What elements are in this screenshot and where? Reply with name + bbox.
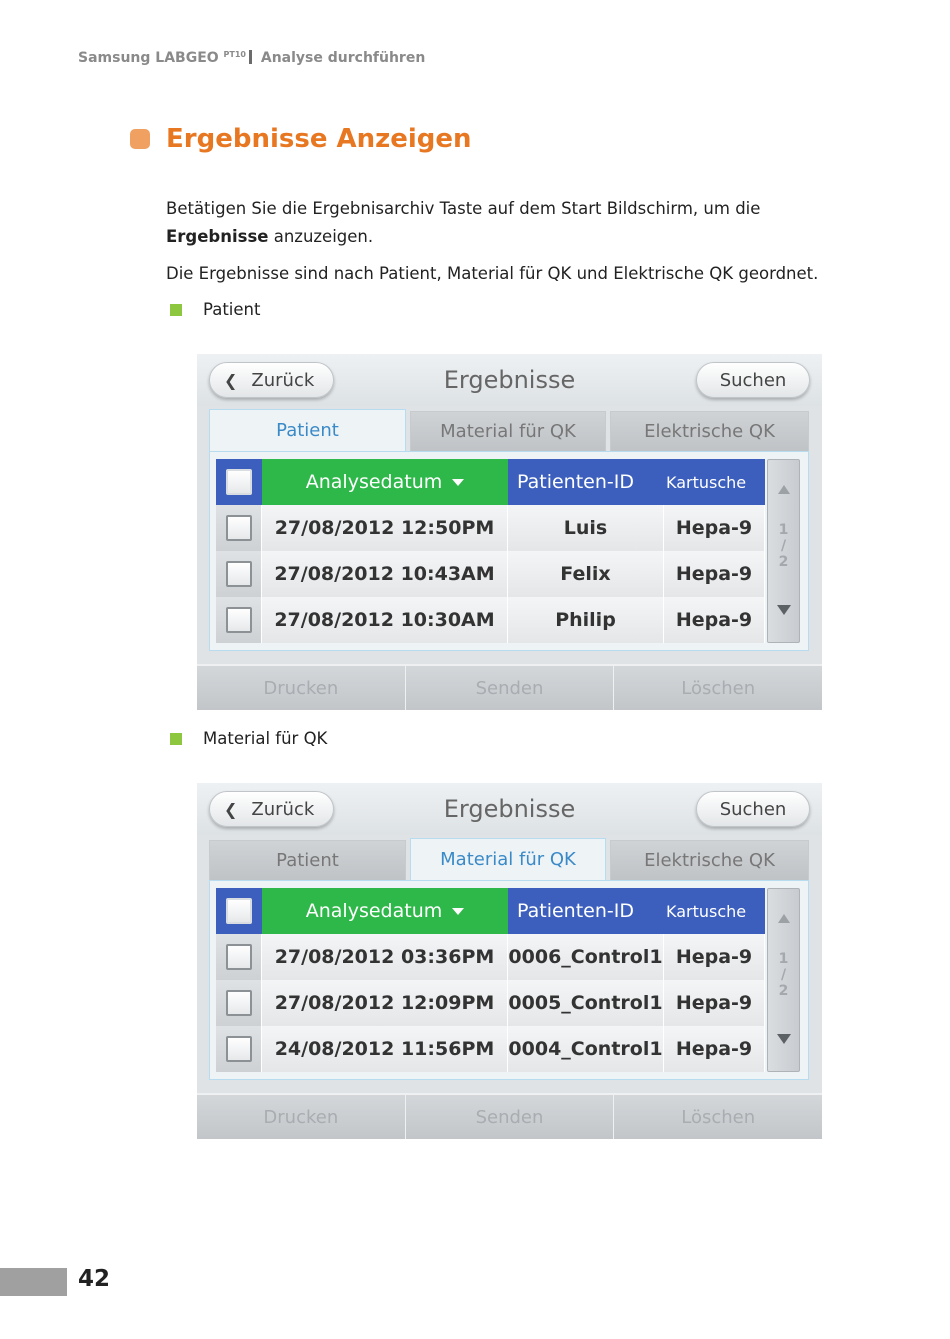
header-checkbox-cell [216, 459, 262, 505]
table-header-row [216, 459, 765, 505]
cell-date: 27/08/2012 10:30AM [262, 597, 508, 643]
search-button[interactable]: Suchen [696, 791, 810, 827]
cell-date: 27/08/2012 12:09PM [262, 980, 508, 1026]
table-scrollbar[interactable] [767, 888, 800, 1072]
send-button[interactable]: Senden [406, 666, 615, 710]
tab-electric-qk[interactable]: Elektrische QK [610, 840, 809, 880]
cell-patient-id: Luis [508, 505, 664, 551]
model-superscript: PT10 [223, 50, 246, 59]
row-checkbox-cell [216, 551, 262, 597]
row-checkbox[interactable] [226, 561, 252, 587]
page-number: 42 [78, 1266, 111, 1292]
delete-button[interactable]: Löschen [681, 677, 756, 699]
sort-down-icon [452, 908, 464, 915]
brand-name: Samsung LABGEO [78, 50, 219, 66]
cell-cartridge: Hepa-9 [664, 505, 765, 551]
section-title: Ergebnisse Anzeigen [166, 124, 472, 154]
action-bar [197, 664, 822, 710]
order-paragraph: Die Ergebnisse sind nach Patient, Material für QK und Elektrische QK geordnet. [166, 264, 819, 283]
print-button[interactable]: Drucken [197, 666, 406, 710]
header-divider [249, 50, 252, 64]
table-row[interactable] [216, 597, 765, 643]
tab-bar [209, 409, 809, 451]
bullet-square-icon [170, 733, 182, 745]
cell-date: 27/08/2012 12:50PM [262, 505, 508, 551]
row-checkbox-cell [216, 597, 262, 643]
scroll-down-icon[interactable] [777, 1034, 791, 1044]
row-checkbox-cell [216, 934, 262, 980]
column-header-cartridge[interactable]: Kartusche [664, 459, 765, 505]
table-header-row [216, 888, 765, 934]
row-checkbox[interactable] [226, 1036, 252, 1062]
back-button-label: Zurück [251, 369, 315, 391]
bullet-material-label: Material für QK [203, 729, 328, 748]
header-checkbox-cell [216, 888, 262, 934]
column-header-date[interactable] [262, 459, 508, 505]
chapter-name: Analyse durchführen [260, 50, 426, 66]
page-total: 2 [778, 983, 789, 999]
cell-cartridge: Hepa-9 [664, 551, 765, 597]
cell-patient-id: Philip [508, 597, 664, 643]
column-header-date-label: Analysedatum [305, 471, 443, 493]
results-table [209, 451, 809, 651]
column-header-date-label: Analysedatum [305, 900, 443, 922]
tab-material-qk[interactable]: Material für QK [410, 838, 606, 880]
cell-cartridge: Hepa-9 [664, 1026, 765, 1072]
results-screen-material-qk [197, 783, 822, 1139]
bullet-material-qk [170, 729, 327, 748]
send-button[interactable]: Senden [406, 1095, 615, 1139]
table-row[interactable] [216, 980, 765, 1026]
tab-patient[interactable]: Patient [209, 840, 406, 880]
chevron-left-icon: ❮ [224, 370, 238, 390]
cell-patient-id: Felix [508, 551, 664, 597]
print-button[interactable]: Drucken [197, 1095, 406, 1139]
row-checkbox-cell [216, 1026, 262, 1072]
tab-material-qk[interactable]: Material für QK [410, 411, 606, 451]
scroll-up-icon[interactable] [778, 485, 790, 494]
bullet-patient-label: Patient [203, 300, 261, 319]
page-separator: / [780, 967, 787, 983]
chevron-left-icon: ❮ [224, 799, 238, 819]
scroll-down-icon[interactable] [777, 605, 791, 615]
intro-text-after: anzuzeigen. [268, 227, 374, 246]
cell-patient-id: 0005_Control1 [508, 980, 664, 1026]
cell-patient-id: 0006_Control1 [508, 934, 664, 980]
scroll-up-icon[interactable] [778, 914, 790, 923]
section-heading [130, 124, 472, 154]
page-indicator [768, 522, 799, 570]
screen-title: Ergebnisse [443, 795, 576, 823]
column-header-cartridge[interactable]: Kartusche [664, 888, 765, 934]
page-current: 1 [778, 951, 789, 967]
intro-paragraph [166, 195, 846, 251]
cell-date: 24/08/2012 11:56PM [262, 1026, 508, 1072]
table-row[interactable] [216, 1026, 765, 1072]
tab-patient[interactable]: Patient [209, 409, 406, 451]
delete-button[interactable]: Löschen [681, 1106, 756, 1128]
cell-date: 27/08/2012 10:43AM [262, 551, 508, 597]
select-all-checkbox[interactable] [226, 469, 252, 495]
column-header-date[interactable] [262, 888, 508, 934]
back-button-label: Zurück [251, 798, 315, 820]
cell-cartridge: Hepa-9 [664, 980, 765, 1026]
cell-date: 27/08/2012 03:36PM [262, 934, 508, 980]
row-checkbox[interactable] [226, 607, 252, 633]
screen-title: Ergebnisse [443, 366, 576, 394]
cell-cartridge: Hepa-9 [664, 934, 765, 980]
results-table [209, 880, 809, 1080]
page-total: 2 [778, 554, 789, 570]
table-scrollbar[interactable] [767, 459, 800, 643]
column-header-patient-id[interactable]: Patienten-ID [508, 459, 664, 505]
page-separator: / [780, 538, 787, 554]
cell-cartridge: Hepa-9 [664, 597, 765, 643]
page-number-bar [0, 1268, 67, 1296]
action-bar [197, 1093, 822, 1139]
search-button[interactable]: Suchen [696, 362, 810, 398]
row-checkbox-cell [216, 505, 262, 551]
select-all-checkbox[interactable] [226, 898, 252, 924]
column-header-patient-id[interactable]: Patienten-ID [508, 888, 664, 934]
intro-text-before: Betätigen Sie die Ergebnisarchiv Taste auf dem Start Bildschirm, um die [166, 199, 761, 218]
row-checkbox[interactable] [226, 515, 252, 541]
page-indicator [768, 951, 799, 999]
sort-down-icon [452, 479, 464, 486]
bullet-square-icon [170, 304, 182, 316]
results-screen-patient [197, 354, 822, 710]
table-row[interactable] [216, 551, 765, 597]
cell-patient-id: 0004_Control1 [508, 1026, 664, 1072]
tab-bar [209, 838, 809, 880]
running-head [78, 50, 425, 66]
row-checkbox[interactable] [226, 944, 252, 970]
row-checkbox-cell [216, 980, 262, 1026]
heading-bullet-icon [130, 129, 150, 149]
table-row[interactable] [216, 505, 765, 551]
tab-electric-qk[interactable]: Elektrische QK [610, 411, 809, 451]
page-current: 1 [778, 522, 789, 538]
bullet-patient [170, 300, 260, 319]
table-row[interactable] [216, 934, 765, 980]
intro-bold-term: Ergebnisse [166, 227, 269, 246]
row-checkbox[interactable] [226, 990, 252, 1016]
